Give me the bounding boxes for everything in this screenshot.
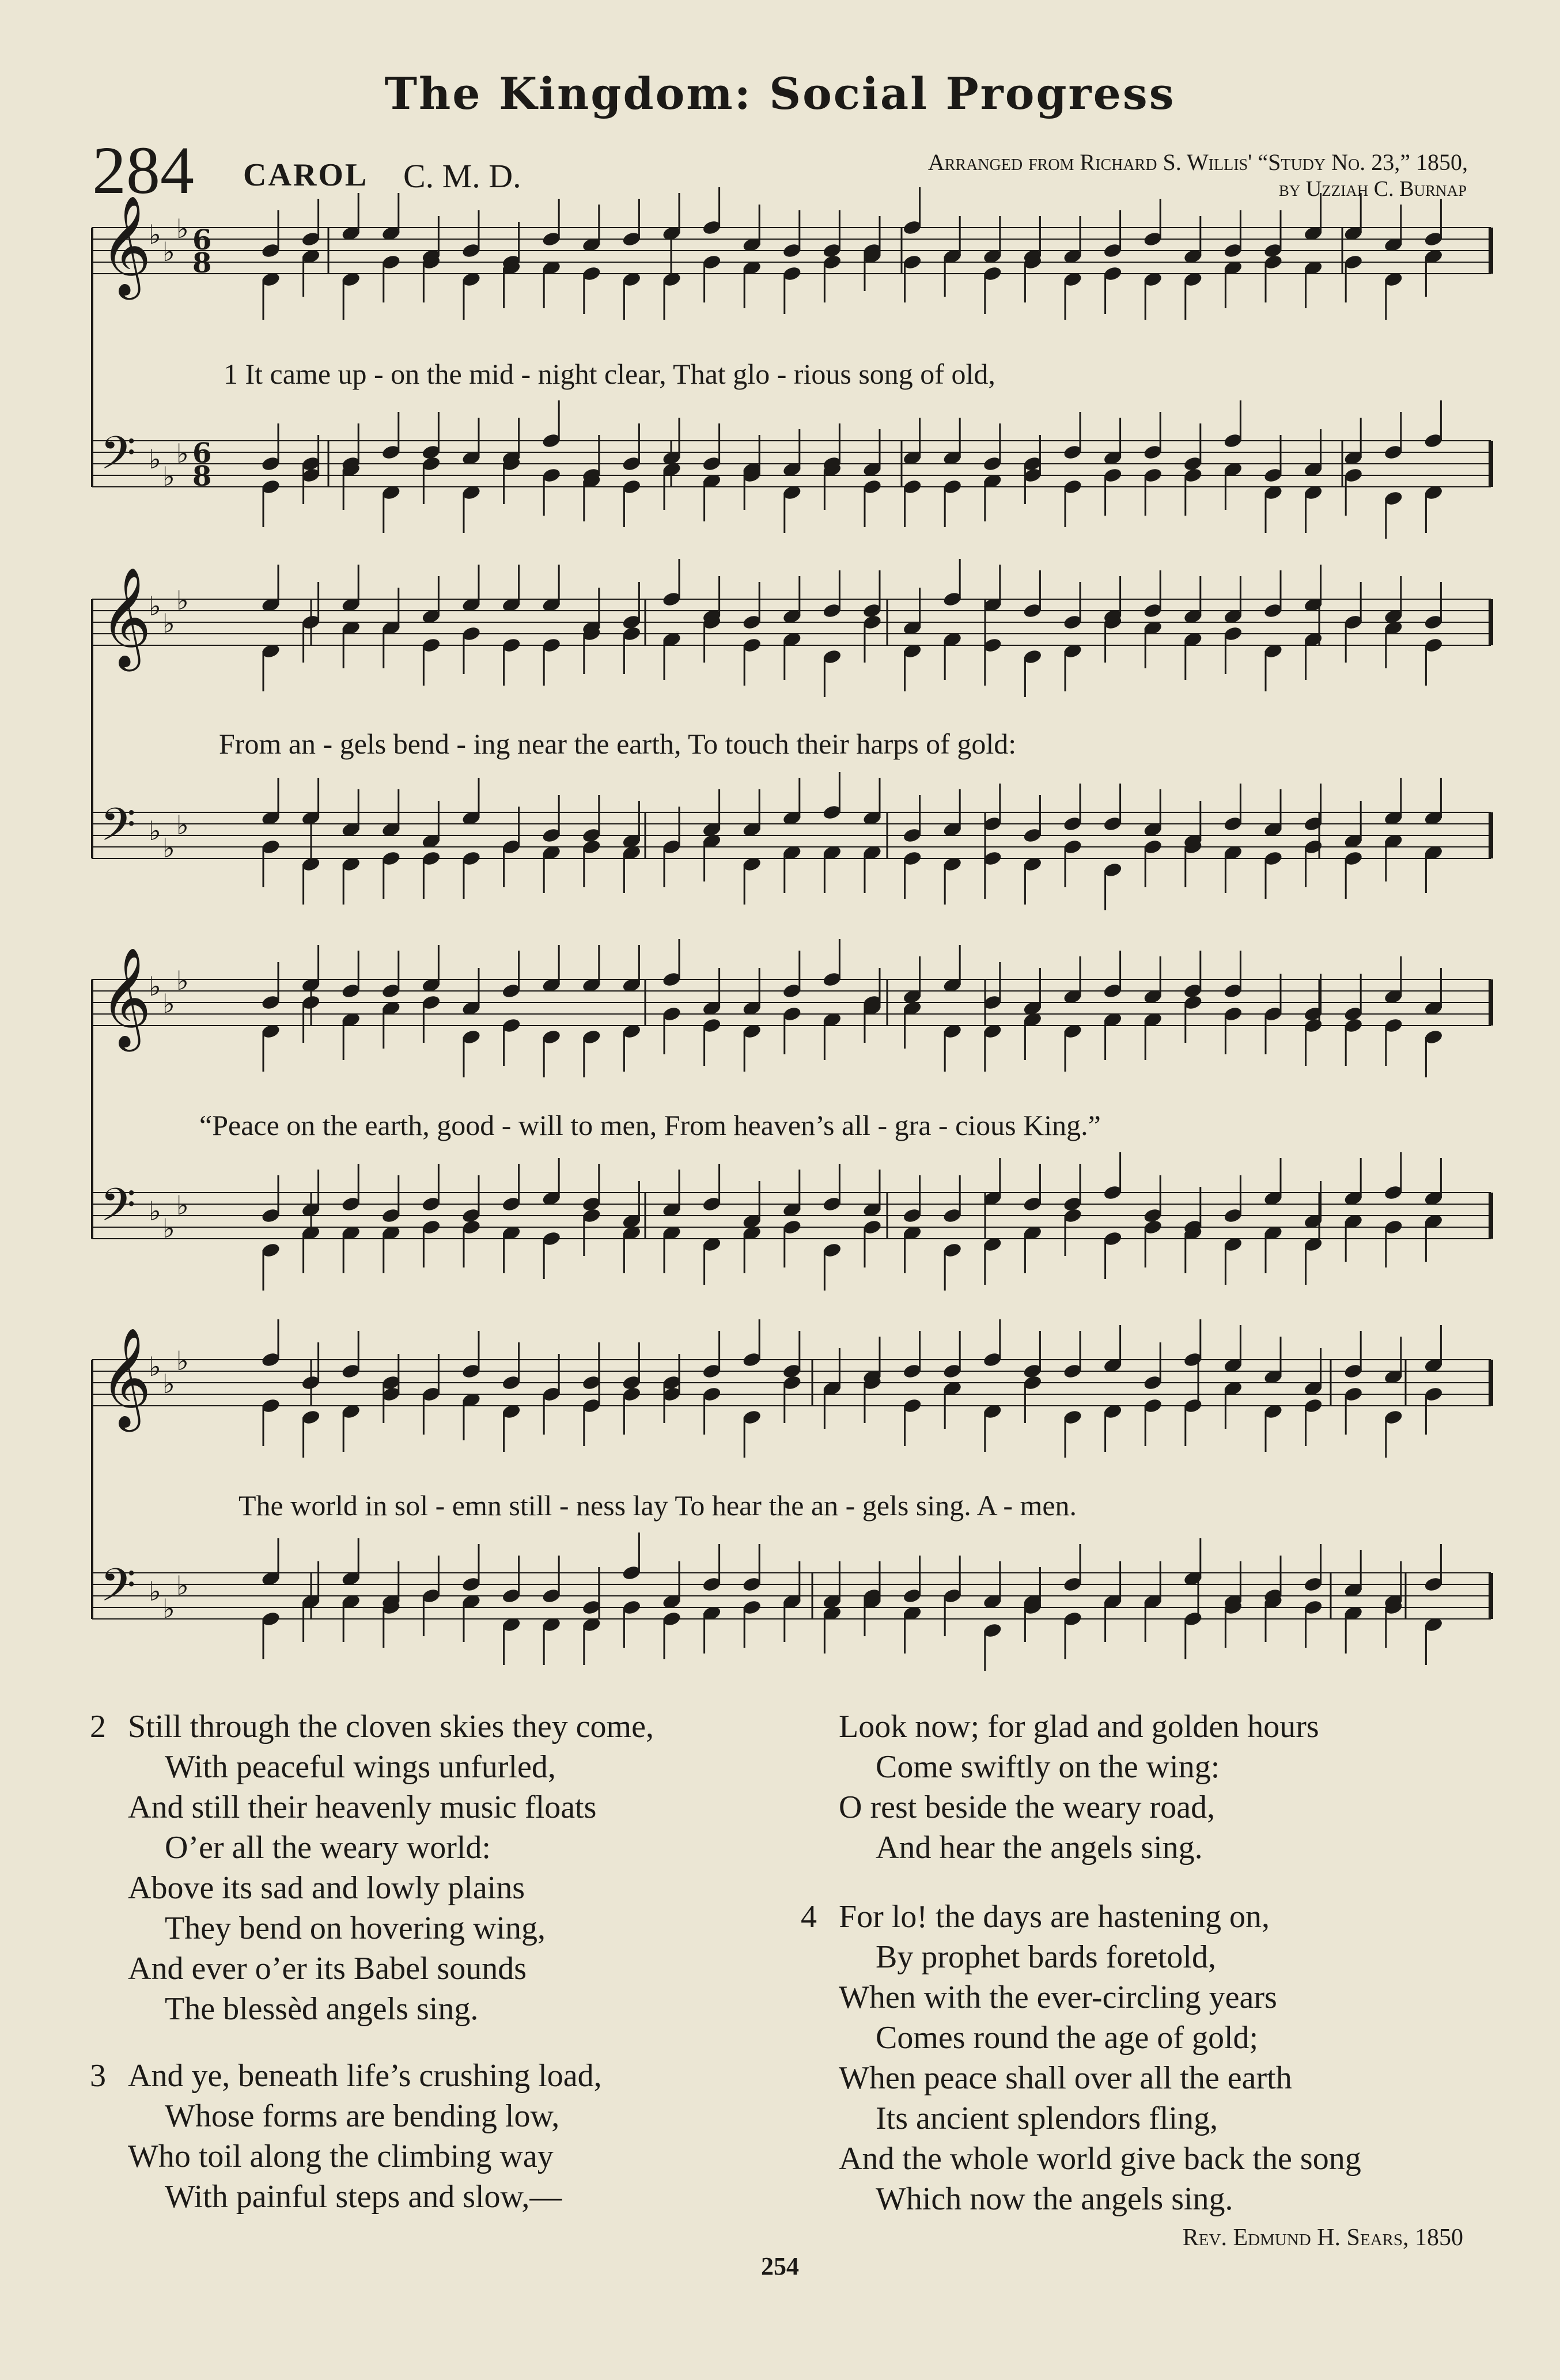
verse-line: And still their heavenly music floats [128,1789,597,1825]
flat-icon: ♭ [176,965,189,996]
tune-name: CAROL [243,157,369,193]
bass-clef-icon: 𝄢 [100,798,136,862]
arranger-credit: Arranged from Richard S. Willis' “Study No. 23,” 1850, [927,149,1468,175]
time-signature-icon: 8 [192,460,212,493]
flat-icon: ♭ [176,809,189,841]
flat-icon: ♭ [149,591,161,622]
verse-line: Who toil along the climbing way [128,2139,554,2174]
flat-icon: ♭ [149,815,161,846]
flat-icon: ♭ [149,971,161,1002]
verse-number: 4 [801,1899,817,1935]
flat-icon: ♭ [176,213,189,244]
flat-icon: ♭ [176,1570,189,1601]
section-title: The Kingdom: Social Progress [384,68,1176,119]
lyric-line-1: 1 It came up - on the mid - night clear, That glo - rious song of old, [224,358,995,390]
lyric-line-3: “Peace on the earth, good - will to men, From heaven’s all - gra - cious King.” [199,1109,1101,1141]
treble-clef-icon: 𝄞 [100,1327,152,1428]
verse-4 [801,1897,1361,2219]
verse-line: And ye, beneath life’s crushing load, [128,2058,602,2094]
verse-line: And the whole world give back the song [839,2141,1361,2177]
verse-line: With peaceful wings unfurled, [165,1749,556,1785]
bass-clef-icon: 𝄢 [100,426,136,491]
verse-line: With painful steps and slow,— [165,2179,562,2215]
verse-line: Above its sad and lowly plains [128,1870,525,1906]
flat-icon: ♭ [176,1190,189,1221]
treble-clef-icon: 𝄞 [100,567,152,667]
treble-clef-icon: 𝄞 [100,947,152,1047]
verse-line: Which now the angels sing. [876,2181,1233,2217]
flat-icon: ♭ [149,1351,161,1382]
flat-icon: ♭ [162,1368,175,1399]
flat-icon: ♭ [149,219,161,250]
flat-icon: ♭ [176,438,189,469]
page-number: 254 [761,2252,799,2280]
hymn-number: 284 [92,133,194,208]
flat-icon: ♭ [162,608,175,639]
time-signature-icon: 6 [192,224,212,256]
verse-line: By prophet bards foretold, [876,1939,1216,1975]
verse-line: O rest beside the weary road, [839,1789,1216,1825]
verse-number: 2 [90,1709,106,1745]
flat-icon: ♭ [176,1345,189,1376]
meter: C. M. D. [403,157,521,195]
verse-number: 3 [90,2058,106,2094]
verse-line: Look now; for glad and golden hours [839,1709,1319,1745]
verse-line: And ever o’er its Babel sounds [128,1951,527,1987]
flat-icon: ♭ [162,461,175,492]
verse-line: Its ancient splendors fling, [876,2101,1218,2136]
verse-3-first-half [90,2056,602,2217]
verse-line: They bend on hovering wing, [165,1910,546,1946]
flat-icon: ♭ [162,833,175,864]
verse-line: When peace shall over all the earth [839,2060,1292,2096]
flat-icon: ♭ [149,1195,161,1227]
flat-icon: ♭ [162,1593,175,1624]
verse-line: And hear the angels sing. [876,1830,1203,1866]
bass-clef-icon: 𝄢 [100,1178,136,1243]
flat-icon: ♭ [162,988,175,1019]
text-author: Rev. Edmund H. Sears, 1850 [1182,2224,1463,2251]
lyric-line-2: From an - gels bend - ing near the earth, To touch their harps of gold: [219,728,1017,760]
time-signature-icon: 6 [192,437,212,470]
verse-line: Still through the cloven skies they come, [128,1709,654,1745]
verse-line: When with the ever-circling years [839,1980,1277,2015]
verse-line: Whose forms are bending low, [165,2098,560,2134]
flat-icon: ♭ [162,1213,175,1244]
flat-icon: ♭ [176,585,189,616]
verse-line: O’er all the weary world: [165,1830,491,1866]
verse-line: For lo! the days are hastening on, [839,1899,1270,1935]
arranger-credit-second-line: by Uzziah C. Burnap [1278,177,1467,201]
verse-line: Comes round the age of gold; [876,2020,1259,2056]
time-signature-icon: 8 [192,247,212,279]
flat-icon: ♭ [149,1576,161,1607]
verse-line: The blessèd angels sing. [165,1991,479,2027]
verse-line: Come swiftly on the wing: [876,1749,1220,1785]
verse-2 [90,1707,654,2029]
lyric-line-4: The world in sol - emn still - ness lay To hear the an - gels sing. A - men. [238,1489,1077,1522]
flat-icon: ♭ [149,444,161,475]
bass-clef-icon: 𝄢 [100,1558,136,1623]
verse-3-second-half [839,1707,1319,1868]
flat-icon: ♭ [162,236,175,267]
treble-clef-icon: 𝄞 [100,195,152,296]
